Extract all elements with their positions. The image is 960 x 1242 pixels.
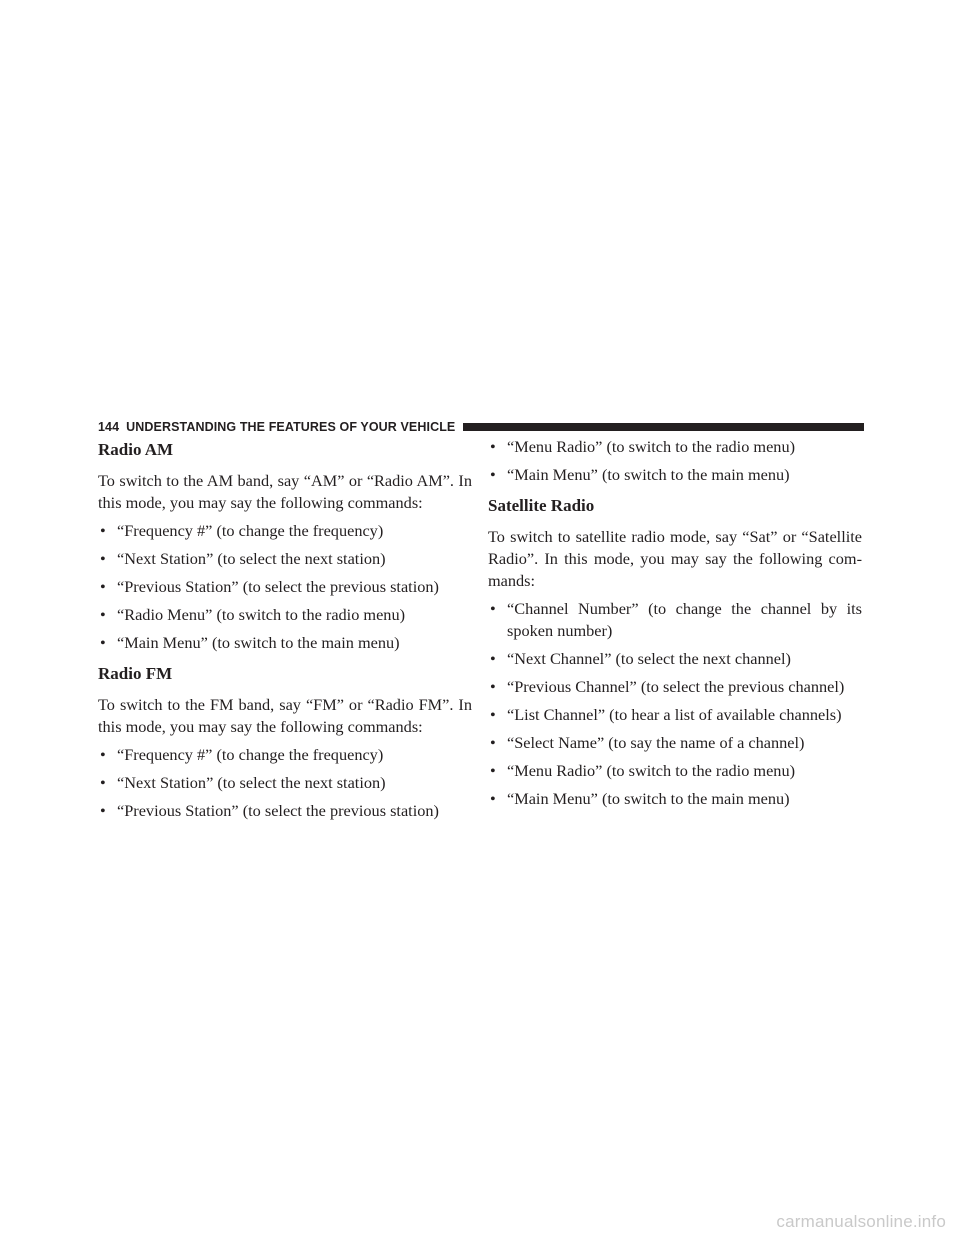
section-heading-radio-fm: Radio FM <box>98 664 173 683</box>
list-item: • “Main Menu” (to switch to the main menu) <box>490 465 790 484</box>
right-column <box>488 436 862 816</box>
left-column <box>98 436 472 828</box>
bullet-icon: • <box>490 761 496 780</box>
list-item: • “Menu Radio” (to switch to the radio menu) <box>490 761 796 780</box>
bullet-icon: • <box>490 705 496 724</box>
list-item: • “List Channel” (to hear a list of available channels) <box>490 705 842 724</box>
chapter-title: UNDERSTANDING THE FEATURES OF YOUR VEHICLE <box>126 420 456 434</box>
bullet-icon: • <box>490 599 496 618</box>
bullet-icon: • <box>490 677 496 696</box>
list-item: • “Main Menu” (to switch to the main menu) <box>490 789 790 808</box>
satellite-radio-command-list <box>488 598 862 810</box>
list-item: • “Menu Radio” (to switch to the radio menu) <box>490 437 796 456</box>
radio-fm-intro: To switch to the FM band, say “FM” or “Radio FM”. In this mode, you may say the following commands: <box>98 695 472 736</box>
bullet-icon: • <box>490 437 496 456</box>
radio-fm-command-list-continued <box>488 436 862 486</box>
list-item: • “Previous Channel” (to select the previous channel) <box>490 677 845 696</box>
satellite-radio-intro: To switch to satellite radio mode, say “Sat” or “Satellite Radio”. In this mode, you may say the following com- mands: <box>488 527 862 590</box>
bullet-icon: • <box>100 549 106 568</box>
page-header <box>98 419 864 435</box>
bullet-icon: • <box>100 633 106 652</box>
list-item: • “Previous Station” (to select the previous station) <box>100 577 439 596</box>
page-number: 144 <box>98 420 120 434</box>
bullet-icon: • <box>100 605 106 624</box>
list-item: • “Previous Station” (to select the previous station) <box>100 801 439 820</box>
list-item: • “Main Menu” (to switch to the main menu) <box>100 633 400 652</box>
list-item: • “Next Channel” (to select the next channel) <box>490 649 791 668</box>
list-item: • “Select Name” (to say the name of a channel) <box>490 733 805 752</box>
bullet-icon: • <box>100 801 106 820</box>
bullet-icon: • <box>490 733 496 752</box>
bullet-icon: • <box>490 465 496 484</box>
list-item: • “Next Station” (to select the next station) <box>100 549 386 568</box>
bullet-icon: • <box>100 577 106 596</box>
bullet-icon: • <box>100 745 106 764</box>
watermark-logo: carmanualsonline.info <box>776 1212 946 1231</box>
list-item: • “Frequency #” (to change the frequency) <box>100 745 384 764</box>
radio-fm-command-list <box>98 744 472 822</box>
bullet-icon: • <box>490 649 496 668</box>
list-item: • “Channel Number” (to change the channel by its spoken number) <box>490 599 862 640</box>
list-item: • “Frequency #” (to change the frequency) <box>100 521 384 540</box>
bullet-icon: • <box>490 789 496 808</box>
list-item: • “Next Station” (to select the next station) <box>100 773 386 792</box>
list-item: • “Radio Menu” (to switch to the radio menu) <box>100 605 406 624</box>
section-heading-satellite-radio: Satellite Radio <box>488 496 595 515</box>
bullet-icon: • <box>100 521 106 540</box>
section-heading-radio-am: Radio AM <box>98 440 174 459</box>
radio-am-command-list <box>98 520 472 654</box>
radio-am-intro: To switch to the AM band, say “AM” or “Radio AM”. In this mode, you may say the following commands: <box>98 471 472 512</box>
bullet-icon: • <box>100 773 106 792</box>
header-rule <box>463 423 864 431</box>
